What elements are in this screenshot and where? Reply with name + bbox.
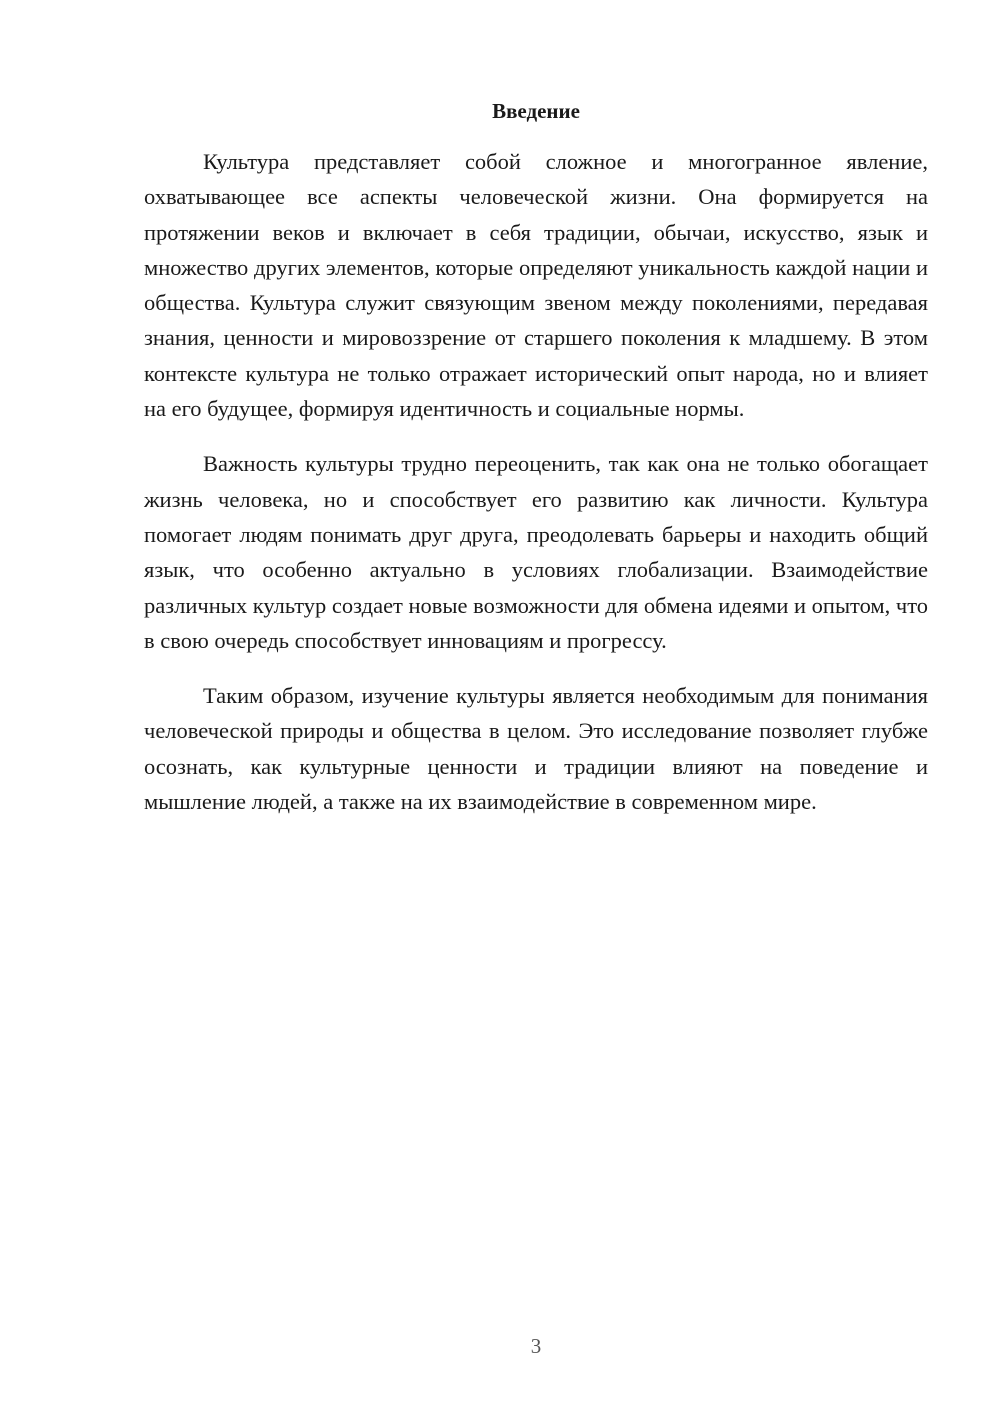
paragraph-3: Таким образом, изучение культуры является необходимым для понимания человеческой природы и общества в целом. Это исследование позволяет глубже осознать, как культурные ценности и традиции влияют на поведение и мышление людей, а также на их взаимодействие в современном мире.: [144, 683, 928, 815]
page-content: [144, 96, 928, 839]
page-number: 3: [530, 1334, 542, 1358]
paragraph-2: Важность культуры трудно переоценить, так как она не только обогащает жизнь человека, но и способствует его развитию как личности. Культура помогает людям понимать друг друга, преодолевать барьеры и находить общий язык, что особенно актуально в условиях глобализации. Взаимодействие различных культур создает новые возможности для обмена идеями и опытом, что в свою очередь способствует инновациям и прогрессу.: [144, 451, 929, 653]
paragraph-1: Культура представляет собой сложное и многогранное явление, охватывающее все аспекты человеческой жизни. Она формируется на протяжении веков и включает в себя традиции, обычаи, искусство, язык и множество других элементов, которые определяют уникальность каждой нации и общества. Культура служит связующим звеном между поколениями, передавая знания, ценности и мировоззрение от старшего поколения к младшему. В этом контексте культура не только отражает исторический опыт народа, но и влияет на его будущее, формируя идентичность и социальные нормы.: [144, 149, 928, 422]
section-title: Введение: [492, 99, 580, 123]
